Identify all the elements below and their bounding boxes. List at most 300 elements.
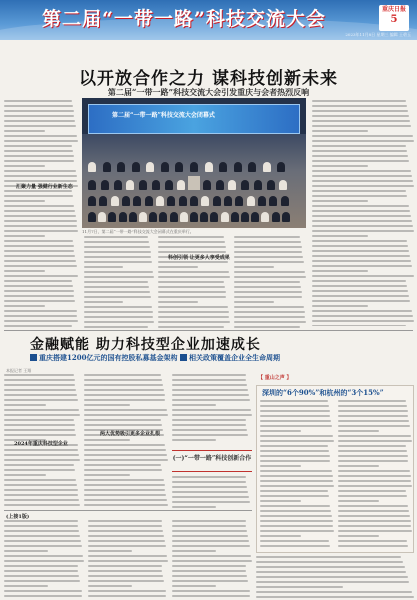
text-line (256, 571, 406, 573)
text-line (172, 530, 247, 532)
text-line (88, 540, 165, 542)
text-line (234, 271, 305, 273)
text-line (4, 290, 74, 292)
text-line (4, 504, 80, 506)
text-line (260, 475, 333, 477)
text-line (158, 271, 229, 273)
text-line (260, 410, 330, 412)
text-line (4, 540, 81, 542)
attendee (126, 180, 134, 190)
body-text-block (4, 520, 84, 597)
text-line (158, 266, 198, 268)
text-line (338, 480, 411, 482)
text-line (158, 276, 230, 278)
text-line (158, 281, 224, 283)
text-line (4, 150, 73, 152)
text-line (4, 170, 76, 172)
text-line (4, 320, 78, 322)
text-line (338, 545, 408, 547)
attendee (231, 212, 239, 222)
text-line (312, 295, 409, 297)
text-line (234, 276, 306, 278)
attendee (210, 212, 218, 222)
attendee (146, 162, 154, 172)
text-line (4, 140, 78, 142)
attendee (277, 162, 285, 172)
footer-column-4 (256, 556, 414, 598)
body-text-block (338, 400, 412, 547)
text-line (338, 410, 408, 412)
attendee (114, 180, 122, 190)
body-text-block (234, 236, 306, 328)
text-line (172, 525, 246, 527)
text-line (312, 285, 407, 287)
text-line (260, 485, 334, 487)
body-text-block (312, 100, 414, 326)
text-line (172, 374, 246, 376)
text-line (84, 469, 162, 471)
text-line (260, 415, 330, 417)
attendee (159, 212, 167, 222)
text-line (312, 165, 368, 167)
text-line (84, 484, 165, 486)
text-line (312, 155, 408, 157)
finance-tag-1-text: 重庆搭建1200亿元的国有控股私募基金架构 (39, 353, 178, 362)
text-line (84, 494, 166, 496)
attendee (190, 162, 198, 172)
text-line (84, 236, 148, 238)
finance-column-3b (172, 476, 252, 508)
text-line (158, 306, 228, 308)
text-line (312, 305, 368, 307)
square-bullet-icon (30, 354, 37, 361)
text-line (256, 586, 343, 588)
lead-section-head-1: 汇聚力量 强健行业新生态 (16, 184, 73, 190)
audience-row (88, 162, 300, 172)
text-line (84, 321, 154, 323)
text-line (158, 246, 226, 248)
text-line (172, 394, 249, 396)
text-line (4, 245, 74, 247)
attendee (111, 196, 119, 206)
text-line (4, 595, 82, 597)
attendee (165, 180, 173, 190)
text-line (338, 400, 406, 402)
text-line (312, 170, 411, 172)
text-line (172, 545, 250, 547)
text-line (172, 389, 248, 391)
stage-screen-text: 第二届“一带一路”科技交流大会闭幕式 (112, 112, 215, 119)
text-line (84, 474, 130, 476)
newspaper-logo (379, 5, 409, 31)
attendee (88, 180, 96, 190)
text-line (234, 306, 304, 308)
text-line (234, 256, 303, 258)
text-line (172, 476, 246, 478)
text-line (4, 530, 79, 532)
text-line (338, 475, 411, 477)
finance-tag-2-text: 相关政策覆盖企业全生命周期 (189, 353, 280, 362)
story-divider (4, 330, 413, 331)
text-line (172, 439, 216, 441)
body-text-block (260, 400, 334, 547)
text-line (4, 215, 76, 217)
attendee (108, 212, 116, 222)
text-line (84, 419, 161, 421)
text-line (260, 405, 329, 407)
text-line (158, 301, 198, 303)
text-line (312, 290, 408, 292)
text-line (260, 430, 301, 432)
text-line (338, 510, 409, 512)
text-line (260, 455, 330, 457)
text-line (4, 255, 75, 257)
attendee (251, 212, 259, 222)
attendee (103, 162, 111, 172)
attendee (149, 212, 157, 222)
masthead-title: 第二届“一带一路”科技交流大会 (42, 8, 326, 30)
text-line (172, 501, 250, 503)
text-line (84, 439, 130, 441)
text-line (312, 110, 408, 112)
body-text-block (172, 476, 252, 508)
text-line (172, 379, 246, 381)
text-line (312, 220, 412, 222)
attendee (88, 212, 96, 222)
attendee (175, 162, 183, 172)
text-line (4, 325, 72, 327)
text-line (4, 499, 79, 501)
body-text-block (256, 556, 414, 598)
body-text-block (88, 520, 168, 597)
text-line (4, 535, 80, 537)
text-line (84, 489, 165, 491)
finance-tag-1 (30, 353, 177, 364)
attendee (221, 212, 229, 222)
text-line (84, 241, 149, 243)
attendee (201, 196, 209, 206)
text-line (172, 550, 216, 552)
footer-column-3 (172, 520, 252, 598)
text-line (172, 496, 249, 498)
text-line (172, 520, 246, 522)
text-line (256, 576, 408, 578)
text-line (172, 580, 248, 582)
attendee (152, 180, 160, 190)
text-line (234, 286, 301, 288)
text-line (312, 160, 409, 162)
text-line (312, 255, 410, 257)
attendee (98, 212, 106, 222)
text-line (312, 270, 368, 272)
text-line (172, 560, 252, 562)
text-line (338, 530, 412, 532)
text-line (84, 424, 162, 426)
text-line (84, 464, 161, 466)
text-line (312, 120, 410, 122)
text-line (84, 449, 166, 451)
attendee (122, 196, 130, 206)
text-line (172, 414, 252, 416)
attendee (228, 180, 236, 190)
pull-quote (172, 450, 252, 472)
attendee (261, 212, 269, 222)
text-line (260, 420, 331, 422)
attendee (263, 162, 271, 172)
text-line (338, 495, 407, 497)
text-line (256, 596, 414, 598)
text-line (84, 409, 167, 411)
text-line (88, 555, 167, 557)
text-line (4, 205, 74, 207)
text-line (84, 389, 164, 391)
attendee (234, 162, 242, 172)
text-line (338, 500, 379, 502)
attendee (145, 196, 153, 206)
text-line (84, 266, 123, 268)
text-line (312, 245, 408, 247)
text-line (84, 306, 152, 308)
text-line (260, 535, 301, 537)
text-line (4, 165, 45, 167)
text-line (84, 271, 153, 273)
text-line (234, 281, 300, 283)
text-line (4, 459, 80, 461)
text-line (312, 310, 412, 312)
text-line (234, 291, 302, 293)
footer-heading: (上接1版) (6, 514, 30, 520)
text-line (4, 180, 77, 182)
text-line (234, 311, 305, 313)
text-line (4, 195, 73, 197)
stage-screen (88, 104, 300, 134)
commentary-title: 深圳的“6个90%”和杭州的“3个15%” (262, 388, 384, 397)
text-line (4, 555, 83, 557)
text-line (4, 120, 75, 122)
text-line (4, 315, 77, 317)
text-line (312, 115, 409, 117)
newspaper-name: 重庆日报 (381, 6, 406, 13)
text-line (4, 525, 78, 527)
text-line (260, 530, 334, 532)
attendee (247, 196, 255, 206)
text-line (4, 454, 79, 456)
finance-column-3 (172, 374, 252, 444)
text-line (256, 566, 405, 568)
text-line (312, 320, 414, 322)
text-line (88, 550, 132, 552)
text-line (260, 495, 329, 497)
text-line (84, 261, 152, 263)
text-line (88, 545, 166, 547)
text-line (88, 595, 166, 597)
text-line (312, 105, 407, 107)
lead-mid-column-1 (84, 236, 154, 328)
text-line (172, 486, 247, 488)
text-line (4, 145, 72, 147)
attendee (248, 162, 256, 172)
audience-row (88, 196, 300, 206)
text-line (312, 125, 411, 127)
text-line (84, 251, 151, 253)
attendee (200, 212, 208, 222)
text-line (84, 504, 168, 506)
text-line (312, 195, 407, 197)
text-line (4, 474, 46, 476)
text-line (4, 469, 75, 471)
text-line (312, 185, 414, 187)
text-line (312, 190, 406, 192)
attendee (269, 196, 277, 206)
text-line (88, 585, 132, 587)
attendee (161, 162, 169, 172)
text-line (158, 261, 228, 263)
text-line (234, 236, 300, 238)
text-line (84, 281, 148, 283)
text-line (234, 296, 302, 298)
text-line (172, 424, 246, 426)
text-line (84, 326, 148, 328)
square-bullet-icon (180, 354, 187, 361)
footer-column-1 (4, 520, 84, 598)
text-line (4, 190, 72, 192)
text-line (84, 414, 168, 416)
text-line (4, 285, 73, 287)
text-line (256, 556, 401, 558)
text-line (158, 326, 224, 328)
text-line (158, 236, 224, 238)
text-line (4, 310, 77, 312)
text-line (4, 225, 77, 227)
text-line (4, 585, 48, 587)
attendee (179, 196, 187, 206)
text-line (4, 280, 72, 282)
text-line (312, 130, 368, 132)
attendee (156, 196, 164, 206)
text-line (172, 409, 251, 411)
text-line (312, 215, 411, 217)
text-line (260, 450, 329, 452)
text-line (312, 200, 368, 202)
pull-quote-text: (一)“一带一路”科技创新合作 (172, 455, 252, 462)
text-line (4, 494, 78, 496)
text-line (4, 419, 74, 421)
text-line (172, 585, 216, 587)
text-line (312, 210, 410, 212)
text-line (172, 595, 250, 597)
text-line (234, 266, 274, 268)
text-line (312, 225, 413, 227)
text-line (4, 105, 73, 107)
text-line (88, 535, 164, 537)
text-line (312, 325, 406, 326)
attendee (203, 180, 211, 190)
text-line (158, 286, 225, 288)
text-line (172, 419, 246, 421)
text-line (84, 276, 154, 278)
attendee (117, 162, 125, 172)
text-line (234, 246, 302, 248)
text-line (172, 570, 246, 572)
text-line (4, 200, 45, 202)
text-line (260, 480, 333, 482)
text-line (4, 575, 79, 577)
photo-caption: 11月7日，第二届“一带一路”科技交流大会闭幕式在重庆举行。 (82, 229, 194, 234)
commentary-column-2 (338, 400, 412, 550)
attendee (99, 196, 107, 206)
text-line (172, 404, 216, 406)
text-line (312, 180, 413, 182)
text-line (338, 485, 412, 487)
text-line (260, 465, 301, 467)
text-line (338, 505, 408, 507)
text-line (84, 379, 162, 381)
text-line (84, 459, 168, 461)
text-line (88, 525, 162, 527)
text-line (234, 301, 274, 303)
text-line (260, 400, 328, 402)
attendee (213, 196, 221, 206)
attendee (132, 162, 140, 172)
text-line (260, 545, 330, 547)
text-line (4, 394, 77, 396)
text-line (312, 235, 368, 237)
text-line (88, 520, 162, 522)
body-text-block (4, 100, 78, 327)
text-line (312, 260, 411, 262)
text-line (84, 311, 153, 313)
text-line (260, 425, 332, 427)
text-line (158, 321, 230, 323)
text-line (84, 444, 165, 446)
text-line (172, 384, 247, 386)
attendee (101, 180, 109, 190)
text-line (4, 220, 77, 222)
audience-row (88, 212, 300, 222)
text-line (312, 315, 413, 317)
text-line (172, 506, 216, 508)
text-line (234, 261, 304, 263)
text-line (4, 464, 74, 466)
text-line (172, 399, 250, 401)
lead-headline: 以开放合作之力 谋科技创新未来 (79, 69, 338, 89)
text-line (172, 535, 248, 537)
text-line (338, 520, 411, 522)
text-line (260, 525, 333, 527)
text-line (84, 374, 161, 376)
text-line (4, 545, 82, 547)
finance-byline: 本报记者 王翔 (6, 368, 32, 373)
text-line (84, 399, 165, 401)
text-line (158, 311, 229, 313)
text-line (4, 250, 74, 252)
text-line (338, 465, 379, 467)
text-line (234, 321, 306, 323)
text-line (4, 384, 75, 386)
text-line (338, 435, 411, 437)
text-line (312, 175, 412, 177)
text-line (4, 260, 76, 262)
text-line (4, 175, 77, 177)
text-line (312, 230, 414, 232)
text-line (158, 316, 229, 318)
attendee (190, 212, 198, 222)
text-line (338, 445, 406, 447)
attendee (119, 212, 127, 222)
attendee (139, 180, 147, 190)
text-line (260, 440, 334, 442)
text-line (4, 135, 77, 137)
